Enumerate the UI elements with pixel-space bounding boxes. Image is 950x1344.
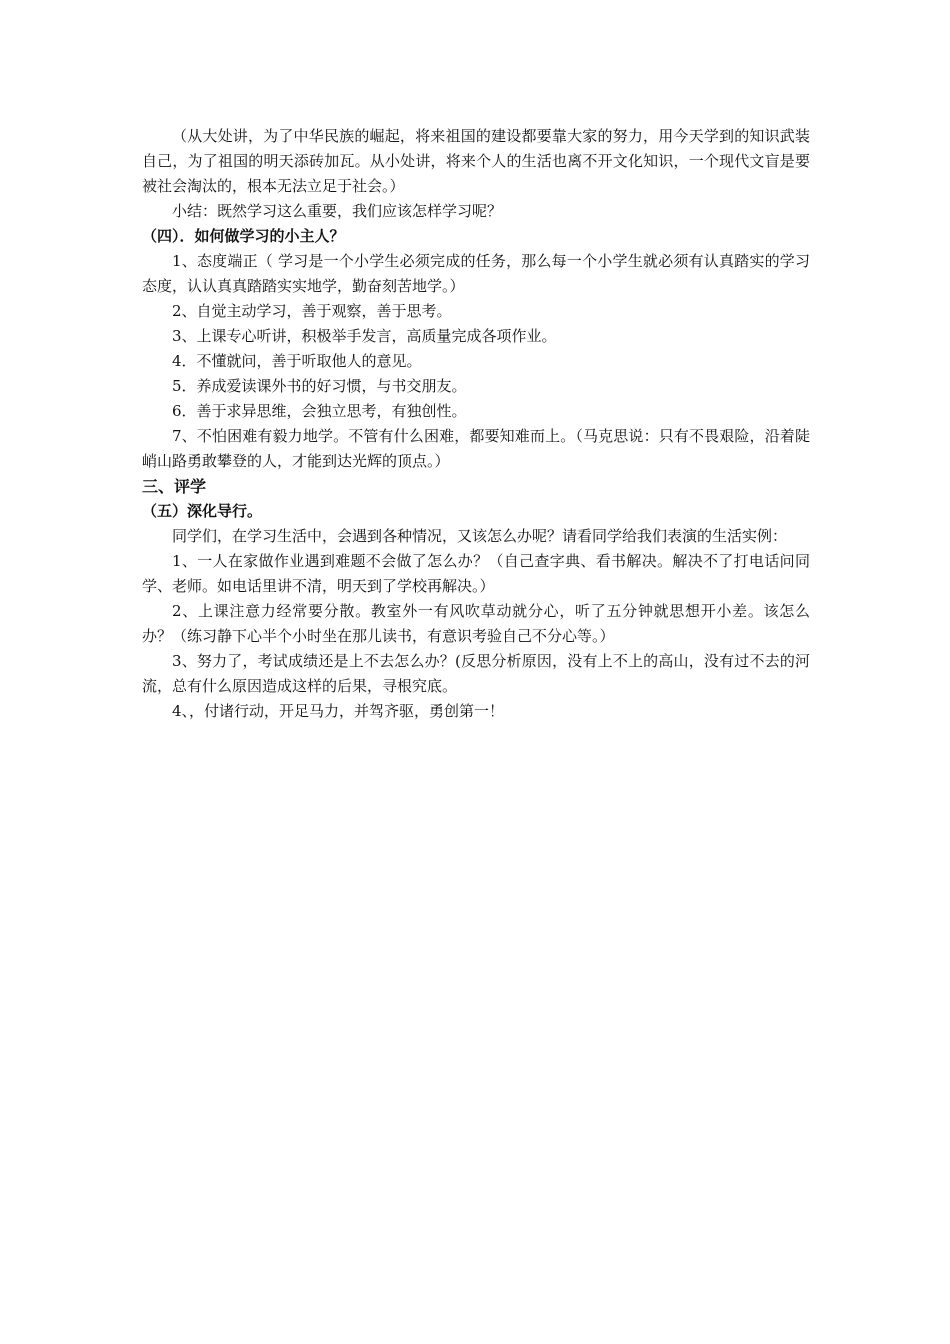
list-item-listen: 3、上课专心听讲，积极举手发言，高质量完成各项作业。 bbox=[172, 327, 557, 345]
document-page bbox=[142, 124, 810, 724]
list-item-attitude: 1、态度端正（ 学习是一个小学生必须完成的任务，那么每一个小学生就必须有认真踏实的学习态度，认认真真踏踏实实地学，勤奋刻苦地学。） bbox=[142, 252, 810, 295]
paragraph-summary: 小结：既然学习这么重要，我们应该怎样学习呢？ bbox=[172, 202, 503, 220]
example-item-attention: 2、上课注意力经常要分散。教室外一有风吹草动就分心，听了五分钟就思想开小差。该怎么办？（练习静下心半个小时坐在那儿读书，有意识考验自己不分心等。） bbox=[142, 602, 810, 645]
section-heading-evaluate: 三、评学 bbox=[142, 477, 207, 496]
example-item-exam: 3、努力了，考试成绩还是上不去怎么办？(反思分析原因，没有上不上的高山，没有过不去的河流，总有什么原因造成这样的后果，寻根究底。 bbox=[142, 652, 810, 695]
section-heading-4: （四）．如何做学习的小主人？ bbox=[142, 227, 345, 245]
list-item-thinking: 6．善于求异思维，会独立思考，有独创性。 bbox=[172, 402, 467, 420]
example-item-action: 4、，付诸行动，开足马力，并驾齐驱，勇创第一！ bbox=[172, 702, 505, 720]
list-item-reading: 5．养成爱读课外书的好习惯，与书交朋友。 bbox=[172, 377, 467, 395]
list-item-self-study: 2、自觉主动学习，善于观察，善于思考。 bbox=[172, 302, 452, 320]
list-item-perseverance: 7、不怕困难有毅力地学。不管有什么困难，都要知难而上。（马克思说：只有不畏艰险，沿着陡峭山路勇敢攀登的人，才能到达光辉的顶点。） bbox=[142, 427, 810, 470]
paragraph-intro-examples: 同学们，在学习生活中，会遇到各种情况，又该怎么办呢？请看同学给我们表演的生活实例： bbox=[172, 527, 788, 545]
example-item-homework: 1、一人在家做作业遇到难题不会做了怎么办？（自己查字典、看书解决。解决不了打电话问同学、老师。如电话里讲不清，明天到了学校再解决。） bbox=[142, 552, 810, 595]
list-item-ask: 4．不懂就问，善于听取他人的意见。 bbox=[172, 352, 422, 370]
section-heading-5: （五）深化导行。 bbox=[142, 502, 263, 520]
paragraph-reasons: （从大处讲，为了中华民族的崛起，将来祖国的建设都要靠大家的努力，用今天学到的知识武装自己，为了祖国的明天添砖加瓦。从小处讲，将来个人的生活也离不开文化知识，一个现代文盲是要被社会淘汰的，根本无法立足于社会。） bbox=[142, 127, 810, 195]
